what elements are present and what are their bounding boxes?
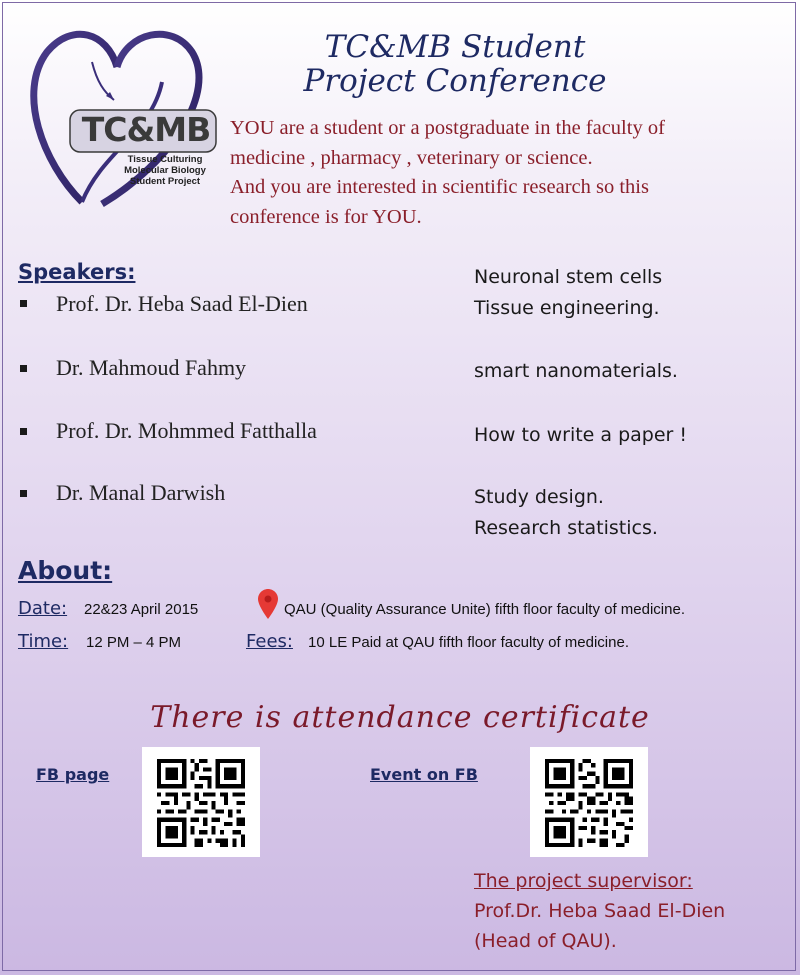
qr-code-icon — [157, 759, 245, 847]
location-value: QAU (Quality Assurance Unite) fifth floor faculty of medicine. — [284, 601, 685, 618]
bullet-icon — [20, 300, 27, 307]
supervisor-label: The project supervisor: — [474, 870, 693, 892]
title-line-1: TC&MB Student — [324, 29, 586, 65]
qr-code-icon — [545, 759, 633, 847]
speaker-topic-1-line-2: Tissue engineering. — [474, 297, 660, 319]
event-on-fb-qr-code — [530, 747, 648, 857]
supervisor-role: (Head of QAU). — [474, 930, 617, 952]
intro-line-3: And you are interested in scientific research so this — [230, 176, 649, 198]
date-label: Date: — [18, 598, 68, 619]
map-pin-icon — [258, 589, 278, 619]
speaker-topic-4 — [474, 482, 658, 544]
time-label: Time: — [18, 631, 69, 652]
intro-line-4: conference is for YOU. — [230, 205, 422, 228]
fees-value: 10 LE Paid at QAU fifth floor faculty of medicine. — [308, 634, 629, 651]
speakers-heading: Speakers: — [18, 260, 136, 284]
speaker-name-1: Prof. Dr. Heba Saad El-Dien — [56, 291, 308, 316]
speaker-topic-3: How to write a paper ! — [474, 424, 688, 446]
logo-subtitle-2: Molecular Biology — [124, 165, 206, 176]
time-value: 12 PM – 4 PM — [86, 634, 182, 651]
page-title — [235, 30, 675, 98]
fb-page-qr-code — [142, 747, 260, 857]
event-on-fb-link[interactable]: Event on FB — [370, 765, 478, 784]
fees-label: Fees: — [246, 631, 293, 652]
intro-text — [230, 114, 790, 232]
about-heading: About: — [18, 556, 113, 585]
intro-line-1: YOU are a student or a postgraduate in the faculty of — [230, 117, 665, 139]
logo-subtitle-3: Student Project — [129, 176, 201, 187]
logo-subtitle-1: Tissue Culturing — [127, 154, 203, 165]
bullet-icon — [20, 490, 27, 497]
date-value: 22&23 April 2015 — [84, 601, 199, 618]
speaker-topic-1-line-1: Neuronal stem cells — [474, 266, 663, 288]
speaker-name-3: Prof. Dr. Mohmmed Fatthalla — [56, 418, 317, 443]
speaker-topic-4-line-1: Study design. — [474, 486, 604, 508]
certificate-notice: There is attendance certificate — [150, 700, 650, 735]
intro-line-2: medicine , pharmacy , veterinary or science. — [230, 146, 593, 169]
speaker-name-2: Dr. Mahmoud Fahmy — [56, 355, 247, 380]
bullet-icon — [20, 428, 27, 435]
speaker-topic-4-line-2: Research statistics. — [474, 517, 658, 539]
title-line-2: Project Conference — [303, 63, 607, 99]
supervisor-name: Prof.Dr. Heba Saad El-Dien — [474, 900, 726, 922]
logo-wordmark: TC&MB — [81, 110, 211, 149]
tcmb-logo — [22, 22, 222, 212]
bullet-icon — [20, 365, 27, 372]
speaker-topic-1 — [474, 262, 662, 324]
speaker-name-4: Dr. Manal Darwish — [56, 480, 226, 505]
speaker-topic-2: smart nanomaterials. — [474, 360, 678, 382]
fb-page-link[interactable]: FB page — [36, 765, 110, 784]
